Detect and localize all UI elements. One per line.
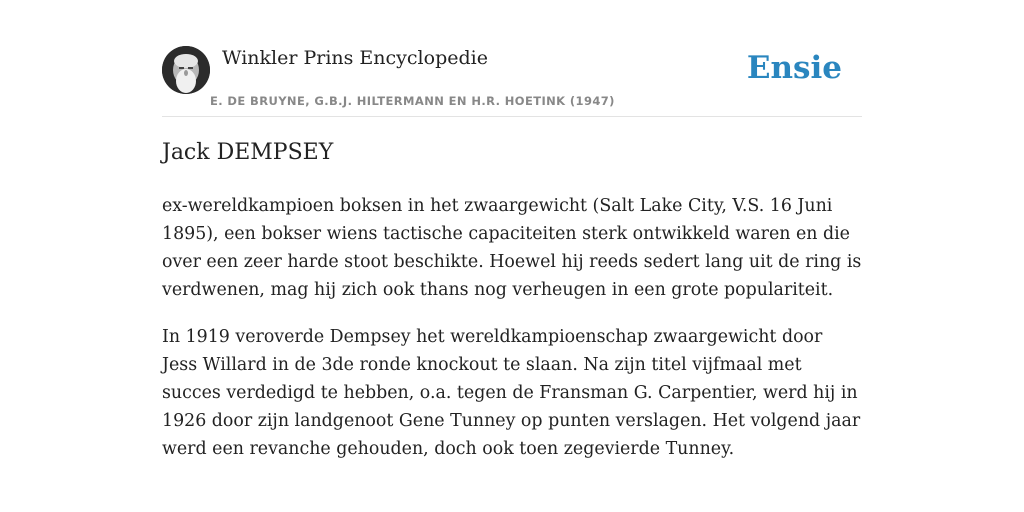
ensie-logo[interactable]: Ensie [746, 50, 842, 86]
article-body [162, 192, 862, 482]
site-header [162, 46, 862, 117]
author-avatar[interactable] [162, 46, 210, 94]
article-paragraph: ex-wereldkampioen boksen in het zwaargewicht (Salt Lake City, V.S. 16 Juni 1895), een bokser wiens tactische capaciteiten sterk ontwikkeld waren en die over een zeer harde stoot beschikte. Hoewel hij reeds sedert lang uit de ring is verdwenen, mag hij zich ook thans nog verheugen in een grote populariteit. [162, 196, 862, 300]
article-title: Jack DEMPSEY [162, 140, 334, 165]
article-paragraph: In 1919 veroverde Dempsey het wereldkampioenschap zwaargewicht door Jess Willard in de 3de ronde knockout te slaan. Na zijn titel vijfmaal met succes verdedigd te hebben, o.a. tegen de Fransman G. Carpentier, werd hij in 1926 door zijn landgenoot Gene Tunney op punten verslagen. Het volgend jaar werd een revanche gehouden, doch ook toen zegevierde Tunney. [162, 327, 861, 459]
author-portrait-icon [162, 46, 210, 94]
encyclopedia-authors: E. DE BRUYNE, G.B.J. HILTERMANN EN H.R. HOETINK (1947) [210, 94, 615, 108]
encyclopedia-title[interactable]: Winkler Prins Encyclopedie [222, 47, 488, 69]
